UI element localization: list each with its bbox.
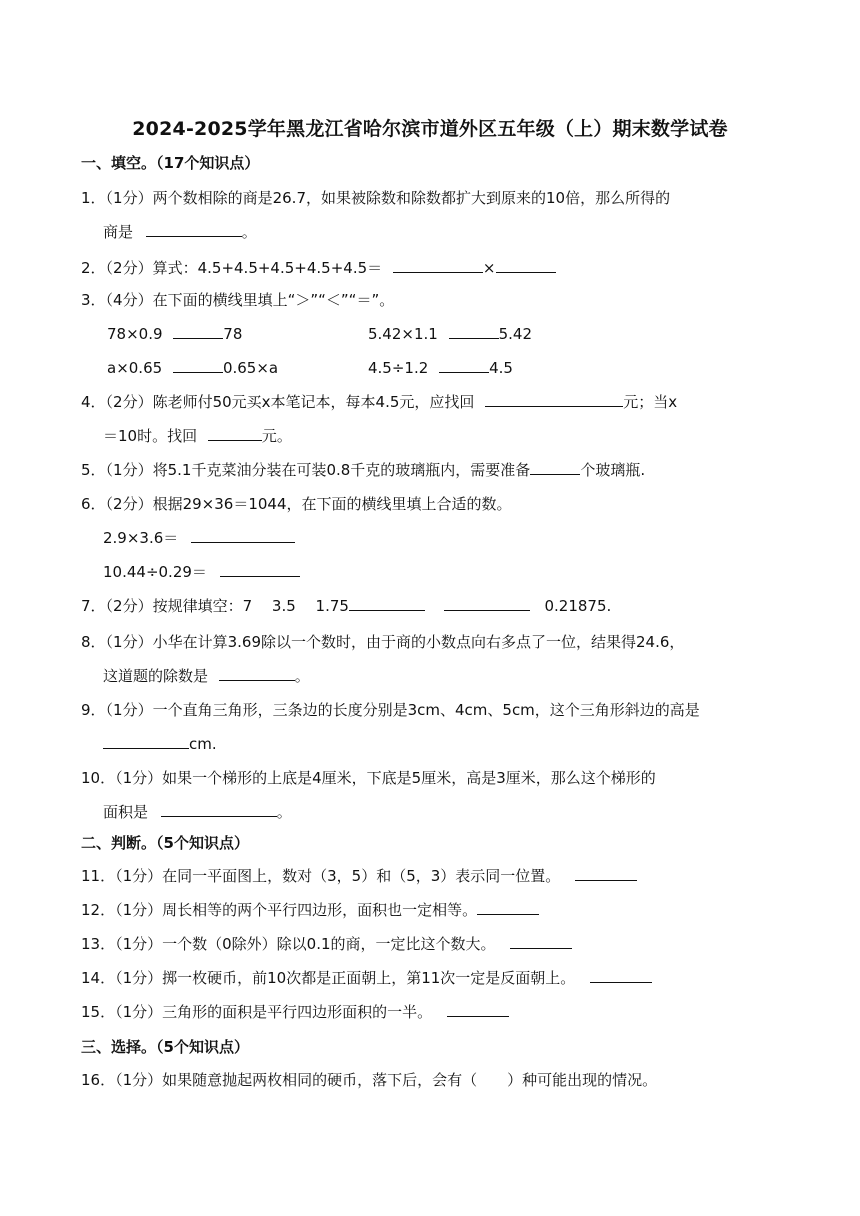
answer-blank[interactable] <box>449 324 499 339</box>
expr: a×0.65 <box>107 359 163 377</box>
section-heading-choice: 三、选择。（5个知识点） <box>81 1038 249 1056</box>
question-15-text: 15．（1分）三角形的面积是平行四边形面积的一半。 <box>81 1003 433 1021</box>
answer-blank[interactable] <box>103 734 189 749</box>
question-16: 16．（1分）如果随意抛起两枚相同的硬币，落下后，会有（ ）种可能出现的情况。 <box>81 1071 658 1089</box>
question-7-text: 7．（2分）按规律填空：7 3.5 1.75 <box>81 597 349 615</box>
answer-blank[interactable] <box>447 1002 509 1017</box>
answer-blank[interactable] <box>590 968 652 983</box>
question-3-item-2 <box>368 324 532 344</box>
question-10-line-1: 10．（1分）如果一个梯形的上底是4厘米，下底是5厘米，高是3厘米，那么这个梯形的 <box>81 769 656 787</box>
question-3-item-1 <box>107 324 242 344</box>
question-4-line-2 <box>103 426 292 446</box>
answer-blank[interactable] <box>173 324 223 339</box>
question-12 <box>81 900 539 920</box>
answer-blank[interactable] <box>161 802 277 817</box>
question-10-line-2 <box>103 802 292 822</box>
question-14 <box>81 968 652 988</box>
question-14-text: 14．（1分）掷一枚硬币，前10次都是正面朝上，第11次一定是反面朝上。 <box>81 969 576 987</box>
question-13-text: 13．（1分）一个数（0除外）除以0.1的商，一定比这个数大。 <box>81 935 496 953</box>
expr: 5.42 <box>498 325 533 343</box>
expr: 10.44÷0.29＝ <box>103 563 207 581</box>
question-13 <box>81 934 572 954</box>
question-6-item-2 <box>103 562 300 582</box>
question-11-text: 11．（1分）在同一平面图上，数对（3，5）和（5，3）表示同一位置。 <box>81 867 561 885</box>
question-11 <box>81 866 637 886</box>
question-9-line-1: 9．（1分）一个直角三角形，三条边的长度分别是3cm、4cm、5cm，这个三角形斜边的高是 <box>81 701 700 719</box>
question-8-text: 这道题的除数是 <box>103 667 209 685</box>
question-8-line-2 <box>103 666 310 686</box>
question-4-text: 元。 <box>261 427 292 445</box>
page-title: 2024-2025学年黑龙江省哈尔滨市道外区五年级（上）期末数学试卷 <box>132 118 728 140</box>
question-7-text: 0.21875. <box>544 597 612 615</box>
question-4-text: 4．（2分）陈老师付50元买x本笔记本，每本4.5元，应找回 <box>81 393 475 411</box>
question-8-text: 。 <box>294 667 310 685</box>
expr: 5.42×1.1 <box>368 325 438 343</box>
answer-blank[interactable] <box>393 258 483 273</box>
question-3-item-3 <box>107 358 278 378</box>
answer-blank[interactable] <box>530 460 580 475</box>
question-5-text: 5．（1分）将5.1千克菜油分装在可装0.8千克的玻璃瓶内，需要准备 <box>81 461 531 479</box>
question-3-item-4 <box>368 358 513 378</box>
question-10-text: 。 <box>276 803 292 821</box>
answer-blank[interactable] <box>219 666 295 681</box>
answer-blank[interactable] <box>444 596 530 611</box>
answer-blank[interactable] <box>208 426 262 441</box>
question-5-text: 个玻璃瓶. <box>580 461 646 479</box>
answer-blank[interactable] <box>349 596 425 611</box>
question-15 <box>81 1002 509 1022</box>
answer-blank[interactable] <box>496 258 556 273</box>
expr: 4.5÷1.2 <box>368 359 429 377</box>
question-4-text: ＝10时。找回 <box>103 427 198 445</box>
expr: 78 <box>223 325 243 343</box>
question-6-item-1 <box>103 528 295 548</box>
expr: 78×0.9 <box>107 325 163 343</box>
question-6: 6．（2分）根据29×36＝1044，在下面的横线里填上合适的数。 <box>81 495 512 513</box>
question-12-text: 12．（1分）周长相等的两个平行四边形，面积也一定相等。 <box>81 901 478 919</box>
question-7 <box>81 596 611 616</box>
question-4-text: 元；当x <box>623 393 678 411</box>
section-heading-judge: 二、判断。（5个知识点） <box>81 834 249 852</box>
answer-blank[interactable] <box>485 392 623 407</box>
answer-blank[interactable] <box>220 562 300 577</box>
expr: 4.5 <box>489 359 513 377</box>
answer-blank[interactable] <box>173 358 223 373</box>
question-4-line-1 <box>81 392 677 412</box>
question-2-text: 2．（2分）算式：4.5+4.5+4.5+4.5+4.5＝ <box>81 259 383 277</box>
answer-blank[interactable] <box>477 900 539 915</box>
question-1-line-1: 1．（1分）两个数相除的商是26.7，如果被除数和除数都扩大到原来的10倍，那么所得的 <box>81 189 671 207</box>
expr: 0.65×a <box>222 359 279 377</box>
question-2 <box>81 258 556 278</box>
answer-blank[interactable] <box>510 934 572 949</box>
question-1-line-2 <box>103 222 257 242</box>
section-heading-fill: 一、填空。（17个知识点） <box>81 154 260 172</box>
question-3: 3．（4分）在下面的横线里填上“＞”“＜”“＝”。 <box>81 291 395 309</box>
question-8-line-1: 8．（1分）小华在计算3.69除以一个数时，由于商的小数点向右多点了一位，结果得24.6， <box>81 633 685 651</box>
question-9-line-2 <box>103 734 217 754</box>
answer-blank[interactable] <box>439 358 489 373</box>
times-sign: × <box>482 259 496 277</box>
question-10-text: 面积是 <box>103 803 149 821</box>
question-1-end: 。 <box>241 223 257 241</box>
question-9-text: cm. <box>189 735 217 753</box>
answer-blank[interactable] <box>191 528 295 543</box>
question-5 <box>81 460 645 480</box>
answer-blank[interactable] <box>575 866 637 881</box>
question-1-text: 商是 <box>103 223 134 241</box>
expr: 2.9×3.6＝ <box>103 529 179 547</box>
answer-blank[interactable] <box>146 222 242 237</box>
